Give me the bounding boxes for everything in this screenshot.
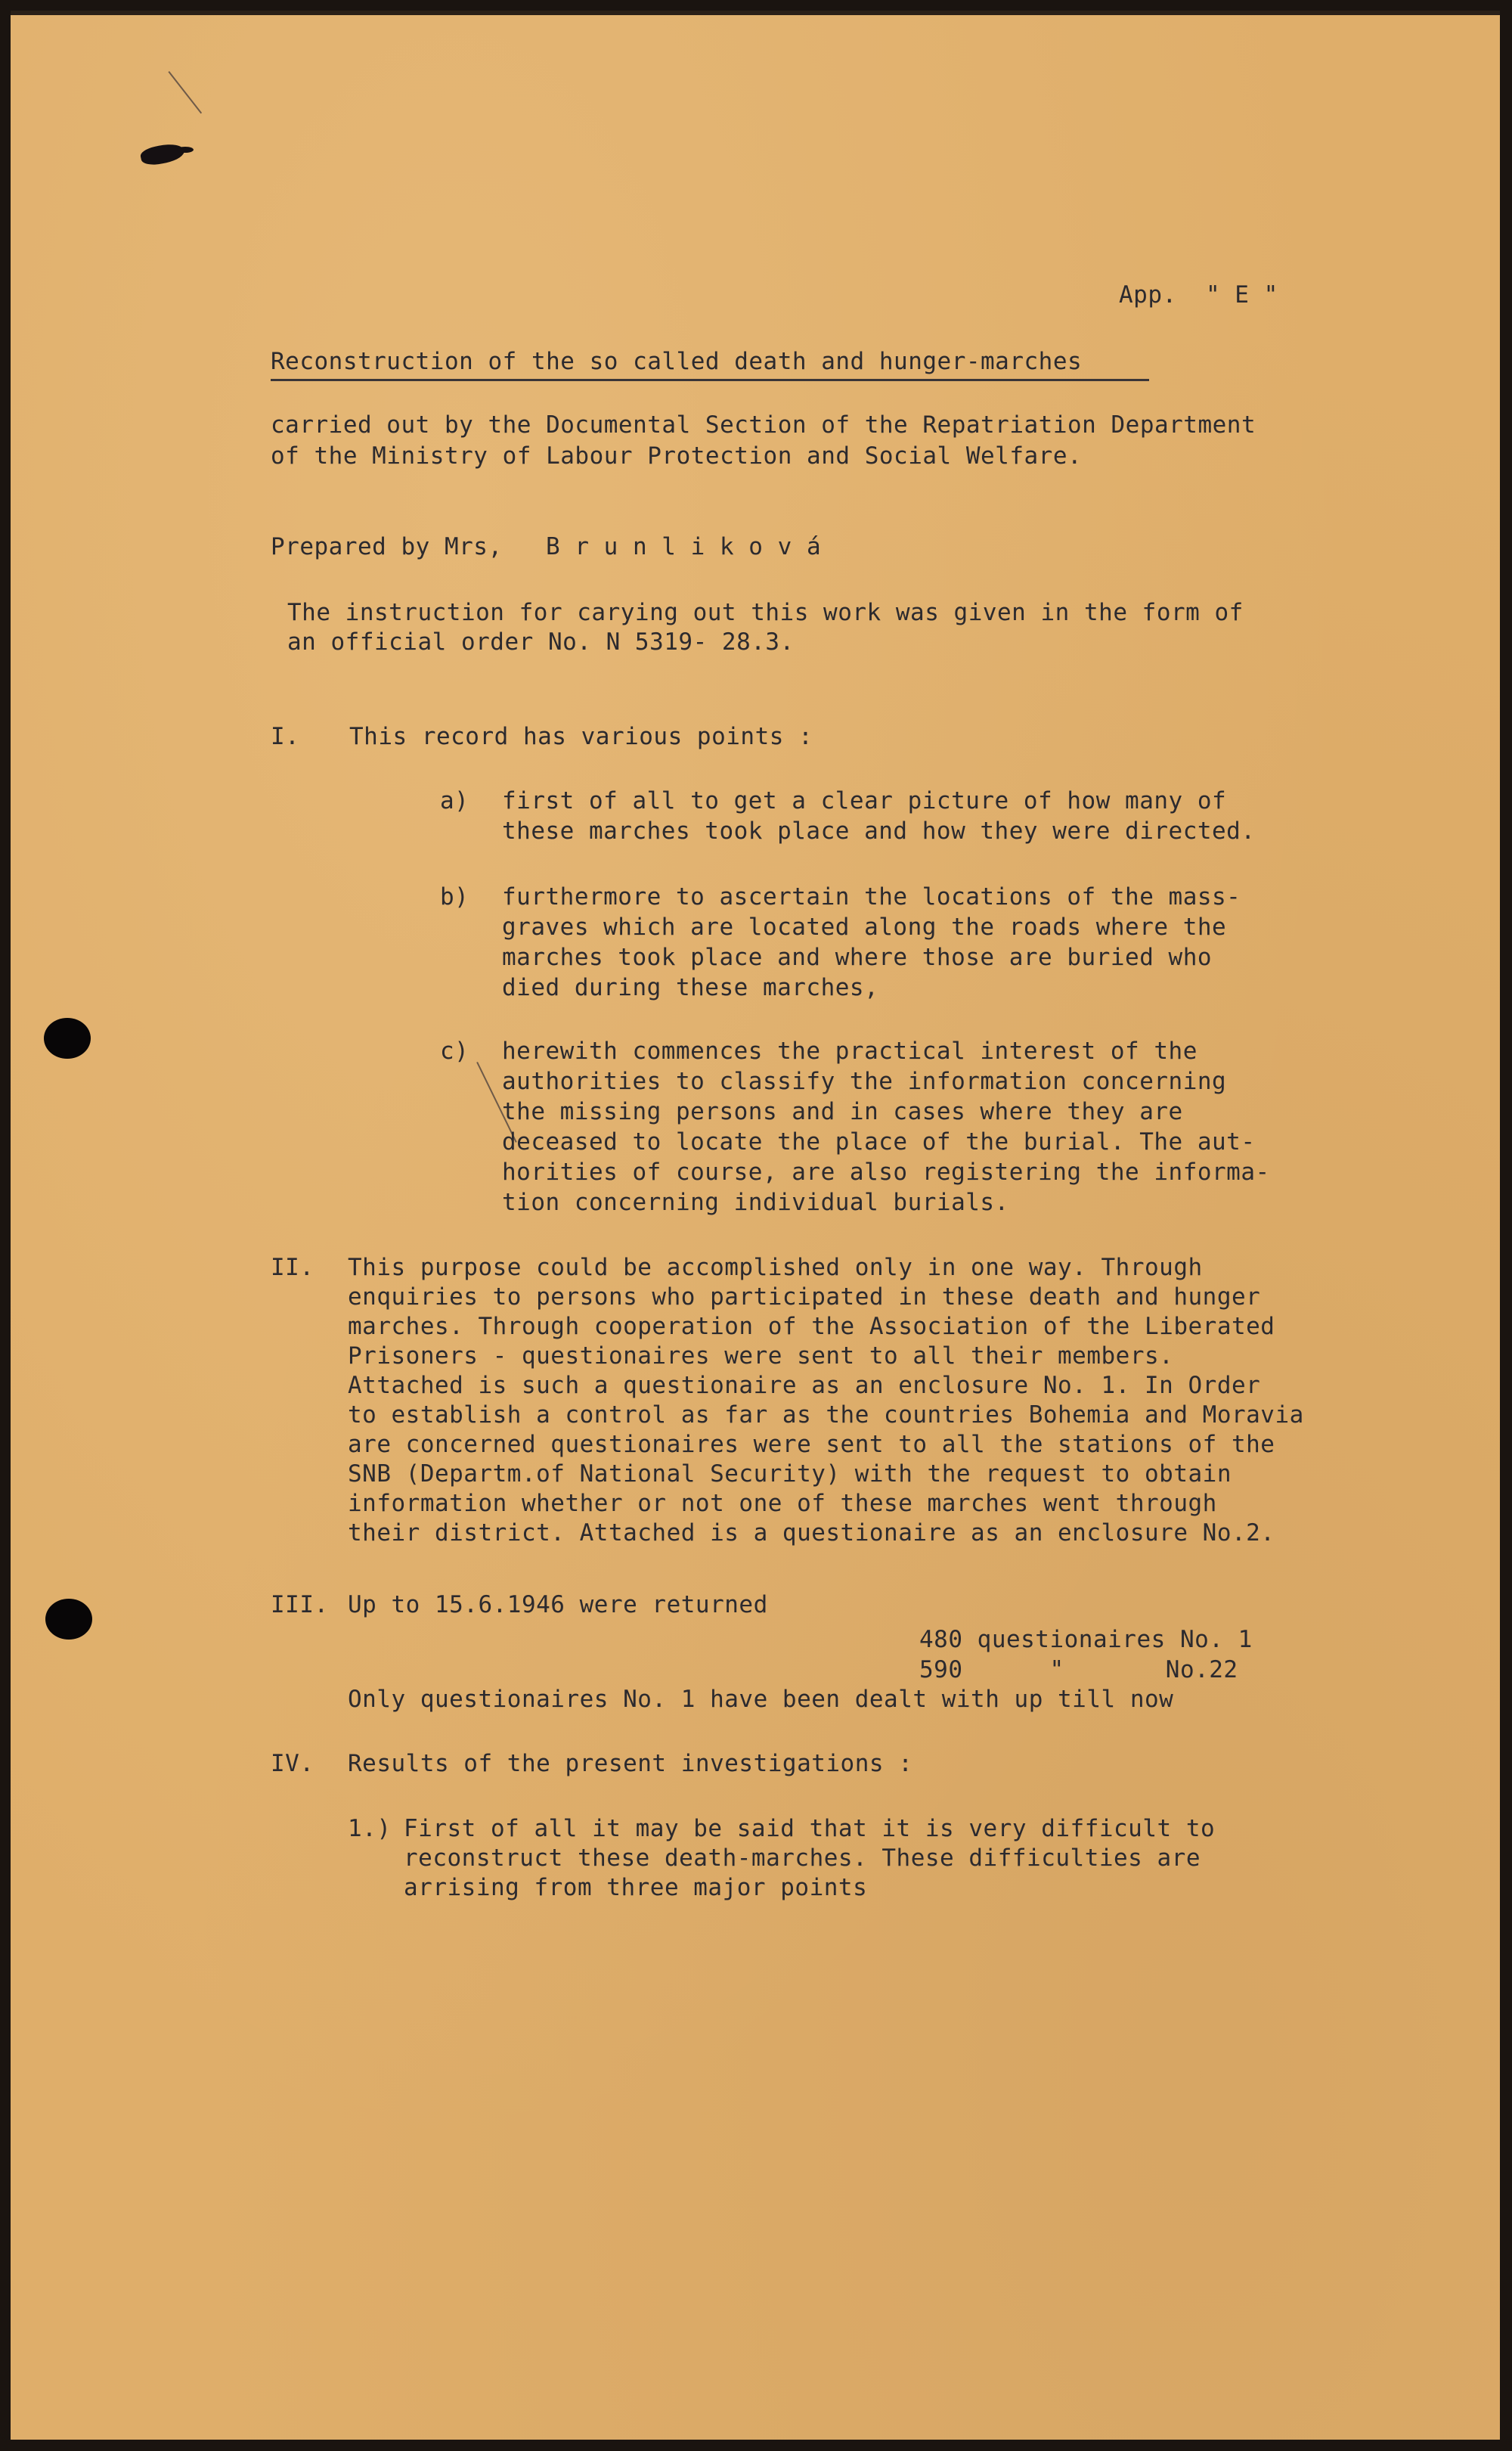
- item-a-marker: a): [440, 787, 469, 814]
- subtitle-line-1: carried out by the Documental Section of the Repatriation Department: [271, 411, 1256, 439]
- section-II-line-5: Attached is such a questionaire as an enclosure No. 1. In Order: [348, 1372, 1261, 1399]
- punch-hole-lower: [45, 1599, 92, 1640]
- ink-blot: [139, 141, 186, 168]
- section-IV-item-line-1: First of all it may be said that it is very difficult to: [404, 1815, 1216, 1842]
- item-c-line-4: deceased to locate the place of the burial. The aut-: [502, 1128, 1256, 1156]
- section-III-number: III.: [271, 1591, 329, 1618]
- section-II-number: II.: [271, 1254, 314, 1281]
- section-II-line-9: information whether or not one of these marches went through: [348, 1490, 1217, 1517]
- subtitle-line-2: of the Ministry of Labour Protection and Social Welfare.: [271, 442, 1083, 470]
- section-II-line-3: marches. Through cooperation of the Association of the Liberated: [348, 1313, 1275, 1340]
- item-b-line-3: marches took place and where those are buried who: [502, 944, 1213, 971]
- pen-stroke: [168, 71, 202, 113]
- tally-line-1: 480 questionaires No. 1: [919, 1626, 1253, 1653]
- item-c-line-5: horities of course, are also registering the informa-: [502, 1159, 1270, 1186]
- item-c-line-2: authorities to classify the information concerning: [502, 1068, 1227, 1095]
- item-b-line-4: died during these marches,: [502, 974, 879, 1001]
- section-II-line-6: to establish a control as far as the countries Bohemia and Moravia: [348, 1401, 1304, 1429]
- punch-hole-upper: [44, 1018, 91, 1059]
- item-a-line-1: first of all to get a clear picture of how many of: [502, 787, 1227, 814]
- section-IV-item-line-3: arrising from three major points: [404, 1874, 868, 1901]
- item-b-line-1: furthermore to ascertain the locations of the mass-: [502, 883, 1241, 911]
- item-b-marker: b): [440, 883, 469, 911]
- section-I-number: I.: [271, 723, 300, 750]
- section-III-heading: Up to 15.6.1946 were returned: [348, 1591, 768, 1618]
- instruction-line-1: The instruction for carying out this work was given in the form of: [287, 599, 1244, 626]
- section-I-heading: This record has various points :: [349, 723, 813, 750]
- section-II-line-7: are concerned questionaires were sent to all the stations of the: [348, 1431, 1275, 1458]
- section-II-line-8: SNB (Departm.of National Security) with the request to obtain: [348, 1460, 1232, 1488]
- prepared-by-label: Prepared by Mrs,: [271, 533, 503, 560]
- item-c-marker: c): [440, 1038, 469, 1065]
- section-II-line-2: enquiries to persons who participated in these death and hunger: [348, 1283, 1261, 1311]
- appendix-label: App. " E ": [1119, 281, 1278, 309]
- section-IV-number: IV.: [271, 1750, 314, 1777]
- item-c-line-6: tion concerning individual burials.: [502, 1189, 1009, 1216]
- section-IV-heading: Results of the present investigations :: [348, 1750, 913, 1777]
- title-underline: [271, 379, 1149, 381]
- instruction-line-2: an official order No. N 5319- 28.3.: [287, 628, 795, 656]
- document-title: Reconstruction of the so called death and hunger-marches: [271, 348, 1083, 375]
- item-b-line-2: graves which are located along the roads where the: [502, 914, 1227, 941]
- item-c-line-1: herewith commences the practical interest of the: [502, 1038, 1198, 1065]
- ink-blot-tail: [177, 147, 194, 153]
- section-IV-item-line-2: reconstruct these death-marches. These difficulties are: [404, 1844, 1201, 1872]
- page-top-edge: [11, 11, 1500, 15]
- tally-line-2: 590 " No.22: [919, 1656, 1238, 1683]
- section-III-note: Only questionaires No. 1 have been dealt with up till now: [348, 1686, 1174, 1713]
- section-IV-item-marker: 1.): [348, 1815, 392, 1842]
- section-II-line-1: This purpose could be accomplished only in one way. Through: [348, 1254, 1203, 1281]
- section-II-line-4: Prisoners - questionaires were sent to all their members.: [348, 1342, 1174, 1370]
- section-II-line-10: their district. Attached is a questionaire as an enclosure No.2.: [348, 1519, 1275, 1547]
- item-c-line-3: the missing persons and in cases where they are: [502, 1098, 1183, 1125]
- item-a-line-2: these marches took place and how they were directed.: [502, 818, 1256, 845]
- prepared-by-name: B r u n l i k o v á: [546, 533, 822, 560]
- document-page: [11, 11, 1500, 2440]
